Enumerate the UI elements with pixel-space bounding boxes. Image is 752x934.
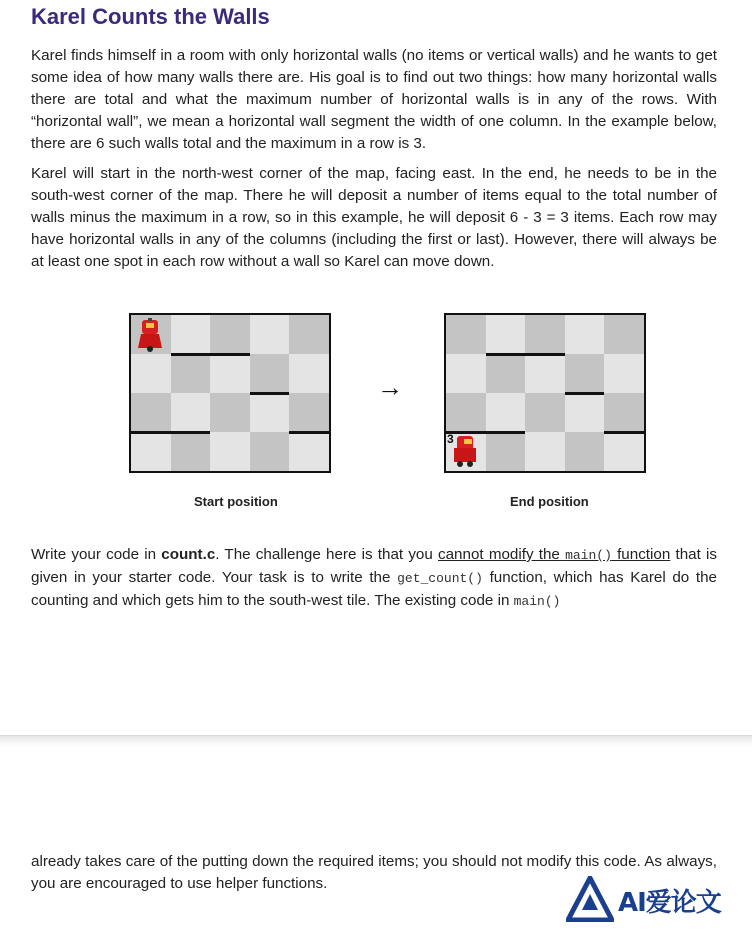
grid-cell bbox=[565, 354, 605, 393]
grid-cell bbox=[565, 315, 605, 354]
horizontal-wall bbox=[210, 353, 250, 356]
grid-cell bbox=[131, 393, 171, 432]
grid-cell bbox=[604, 354, 644, 393]
grid-cell bbox=[131, 432, 171, 471]
instructions-text-1: Write your code in bbox=[31, 546, 162, 563]
grid-cell bbox=[486, 393, 526, 432]
restriction-underline bbox=[438, 546, 670, 563]
end-position-caption: End position bbox=[510, 494, 589, 509]
karel-robot-end-icon bbox=[452, 434, 478, 468]
intro-paragraph: Karel finds himself in a room with only horizontal walls (no items or vertical walls) and he wants to get some idea of how many walls there are. His goal is to find out two things: how many horizontal walls there are total and what the maximum number of horizontal walls is in any of the rows. With “horizontal wall”, we mean a horizontal wall segment the width of one column. In the example below, there are 6 such walls total and the maximum in a row is 3. bbox=[31, 47, 717, 152]
horizontal-wall bbox=[171, 353, 211, 356]
restriction-text-2: function bbox=[611, 546, 671, 563]
grid-cell bbox=[446, 354, 486, 393]
grid-cell bbox=[486, 432, 526, 471]
horizontal-wall bbox=[525, 353, 565, 356]
rules-paragraph: Karel will start in the north-west corner of the map, facing east. In the end, he needs to be in the south-west corner of the map. There he will deposit a number of items equal to the total number of walls minus the maximum in a row, so in this example, he will deposit 6 - 3 = 3 items. Each row may have horizontal walls in any of the columns (including the first or last). However, there will always be at least one spot in each row without a wall so Karel can move down. bbox=[31, 165, 717, 270]
grid-cell bbox=[171, 354, 211, 393]
grid-cell bbox=[525, 393, 565, 432]
main-function-code: main() bbox=[565, 548, 612, 563]
grid-cell bbox=[486, 315, 526, 354]
grid-cell bbox=[289, 432, 329, 471]
horizontal-wall bbox=[131, 431, 171, 434]
restriction-text-1: cannot modify the bbox=[438, 546, 566, 563]
page-title: Karel Counts the Walls bbox=[31, 4, 270, 29]
horizontal-wall bbox=[486, 353, 526, 356]
grid-cell bbox=[604, 393, 644, 432]
horizontal-wall bbox=[604, 431, 644, 434]
instructions-text-4: function, which has Karel do the counting and which gets him to the south-west tile. The existing code in bbox=[31, 569, 718, 609]
grid-cell bbox=[289, 354, 329, 393]
file-name: count.c bbox=[161, 546, 216, 563]
grid-cell bbox=[171, 432, 211, 471]
page-break-divider bbox=[0, 735, 752, 746]
grid-cell bbox=[565, 393, 605, 432]
horizontal-wall bbox=[289, 431, 329, 434]
a-logo-icon bbox=[566, 876, 614, 922]
grid-cell bbox=[604, 432, 644, 471]
grid-cell bbox=[250, 354, 290, 393]
transition-arrow: → bbox=[377, 372, 403, 402]
instructions-text-3: that is given in your starter code. Your task is to write the bbox=[31, 546, 717, 586]
grid-cell bbox=[250, 432, 290, 471]
grid-cell bbox=[210, 432, 250, 471]
main-function-code-2: main() bbox=[513, 594, 561, 609]
horizontal-wall bbox=[565, 392, 605, 395]
horizontal-wall bbox=[250, 392, 290, 395]
item-count-label: 3 bbox=[447, 432, 454, 446]
grid-cell bbox=[210, 393, 250, 432]
grid-cell bbox=[525, 315, 565, 354]
instructions-text-2: . The challenge here is that you bbox=[215, 546, 439, 563]
grid-cell bbox=[486, 354, 526, 393]
horizontal-wall bbox=[486, 431, 526, 434]
grid-cell bbox=[289, 393, 329, 432]
grid-cell bbox=[446, 315, 486, 354]
grid-cell bbox=[525, 354, 565, 393]
watermark-logo bbox=[566, 876, 742, 922]
grid-cell bbox=[250, 315, 290, 354]
grid-cell bbox=[171, 315, 211, 354]
get-count-function-code: get_count() bbox=[397, 571, 483, 586]
grid-cell bbox=[131, 354, 171, 393]
grid-cell bbox=[525, 432, 565, 471]
grid-cell bbox=[565, 432, 605, 471]
grid-cell bbox=[446, 393, 486, 432]
start-position-caption: Start position bbox=[194, 494, 278, 509]
horizontal-wall bbox=[171, 431, 211, 434]
grid-cell bbox=[210, 315, 250, 354]
grid-cell bbox=[250, 393, 290, 432]
grid-cell bbox=[210, 354, 250, 393]
continuation-paragraph: already takes care of the putting down the required items; you should not modify this code. As always, you are encouraged to use helper functions. bbox=[31, 853, 717, 892]
karel-robot-icon bbox=[137, 318, 163, 352]
grid-cell bbox=[171, 393, 211, 432]
grid-cell bbox=[289, 315, 329, 354]
watermark-text: AI爱论文 bbox=[618, 888, 721, 918]
instructions-paragraph bbox=[31, 544, 717, 613]
grid-cell bbox=[604, 315, 644, 354]
